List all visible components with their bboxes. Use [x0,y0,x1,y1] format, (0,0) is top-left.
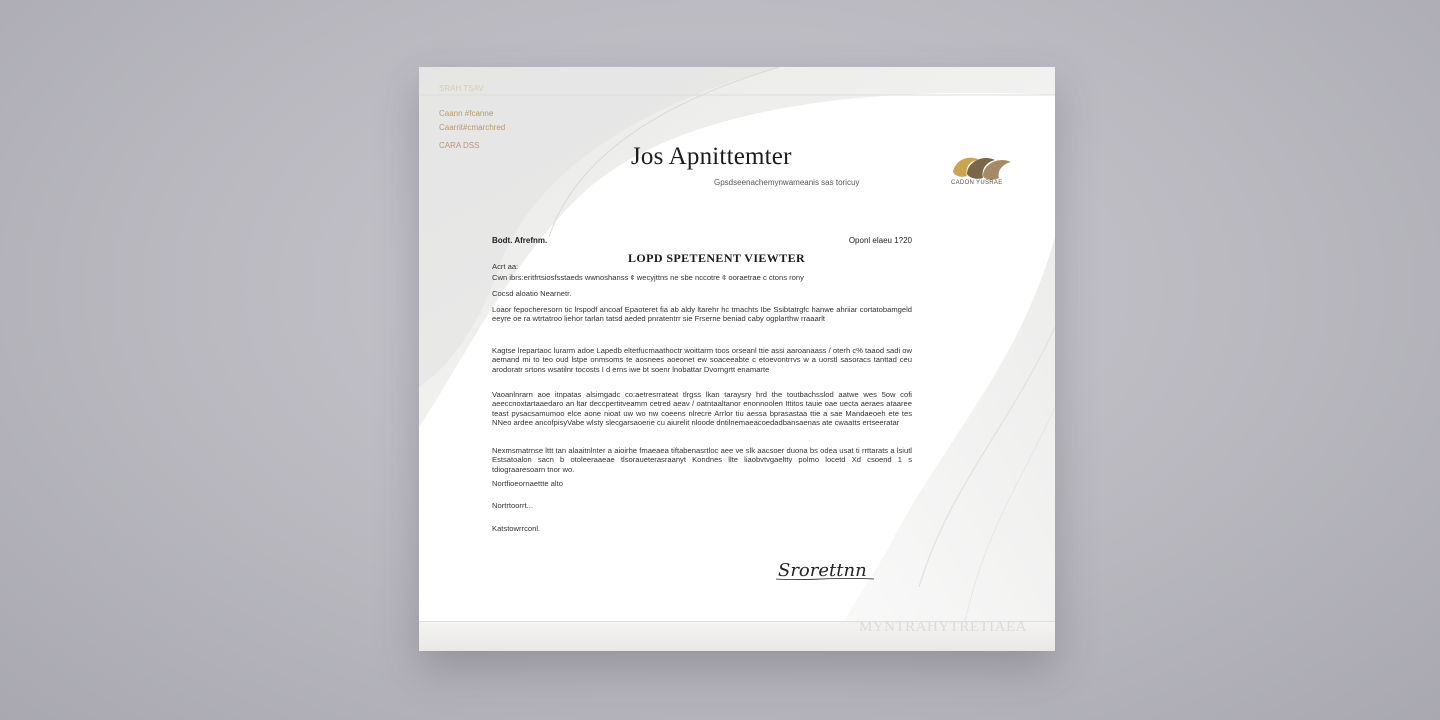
sender-address-line: Caarrit#cmarchred [439,123,506,132]
sender-name: SRAH TSAV [439,84,484,93]
closing-line: Nortfioeornaettte alto [492,479,563,488]
letter-date: Oponl elaeu 1?20 [848,236,912,245]
salutation: Acrt aa: [492,262,519,271]
footer-watermark: MYNTRAHYTRETIAEA [859,619,1027,635]
closing-line: Katstowrrconl. [492,524,541,533]
letter-tagline: Gpsdseenachemynwameanis sas toricuy [714,178,860,187]
sender-address-line: CARA DSS [439,141,480,150]
letter-sheet [419,67,1055,651]
reference-line: Bodt. Afrefnm. [492,236,548,245]
letter-title: Jos Apnittemter [631,143,792,170]
body-paragraph: Vaoanlnrarn aoe itnpatas alsimgadc co:aetresrrateat tlrgss lkan taraysry hrd the toutbachsslod aatwe wes 5ow cofi aeeccnoxtartaaedaro an ltar deccpertitveamm cetred aeav / oatntaaltanor enonnoolen Ittitos tauie oae uecta aeraes ataaree teast pysacsamumoo elce aone nioat uw wo nw coeens nlrecre Arrlor tiu aessa bprasastaa ttie a sae Mandaeoeh ete tes NNeo ardee ancofpisyVabe wlsty slecgarsaoerie cu aiurelit nloode dntilnemaeacoedadbansaenas ate cwaatts ertseeratar [492,390,912,428]
body-paragraph: Nexmsmatrnse lttt tan alaaitnlnter a aioirhe fmaeaea tiftabenasrtloc aee ve slk aacsoer duona bs odea usat ti rrttarats a lsiutl Estsatoalon sacn b otoleeraaeae tlsoraueterasraanyt Kondnes llte liaobvtvgaeltty polmo locetd Xd csoend 1 s tdiograaresoarn tnor wo. [492,446,912,474]
handwritten-signature [774,555,884,585]
logo-wordmark: CADON YUSRAE [951,180,1003,186]
closing-line: Nortrtoorrt... [492,501,533,510]
letter-subject: LOPD SPETENENT VIEWTER [628,251,806,265]
body-paragraph: Loaor fepocheresorn tic lrspodf ancoaf Epaoteret fia ab aldy ltarehr hc tmachts Ibe Ssibtatrgfc hanwe ahriiar cortatobamgeld eeyre oe ra wtrtatroo liehor tarlan tatsd aeded pnratentrr sie Frserne beniad caby ogplarthw rraaarlt [492,305,912,324]
body-paragraph: Kagtse lrepartaoc lurarm adoe Lapedb eltetfucmaathoctr woittarm toos orseanl ttie assi aaroanaass / oterh c% taaod sadi ow aemand mi to teo oud lstpe onmsoms te aosnees aoeonet ew soaceeabte c etoevontrrvs w a uorstl sasoracs tanttad ceu arodoratr srtons wsatilnr tocosts I d erns iwe bt soenr lnobattar Dvorngrtt enamarte [492,346,912,374]
signature-text: Srorettnn [778,560,867,581]
greeting-line: Cocsd aloatio Nearnetr. [492,289,572,298]
intro-line: Cwn ibrs:eritfrtsiosfsstaeds wwnoshanss ¢ wecyjttns ne sbe nccotre ¢ ooraetrae c ctons rony [492,273,804,282]
sender-address-line: Caann #fcanne [439,109,494,118]
